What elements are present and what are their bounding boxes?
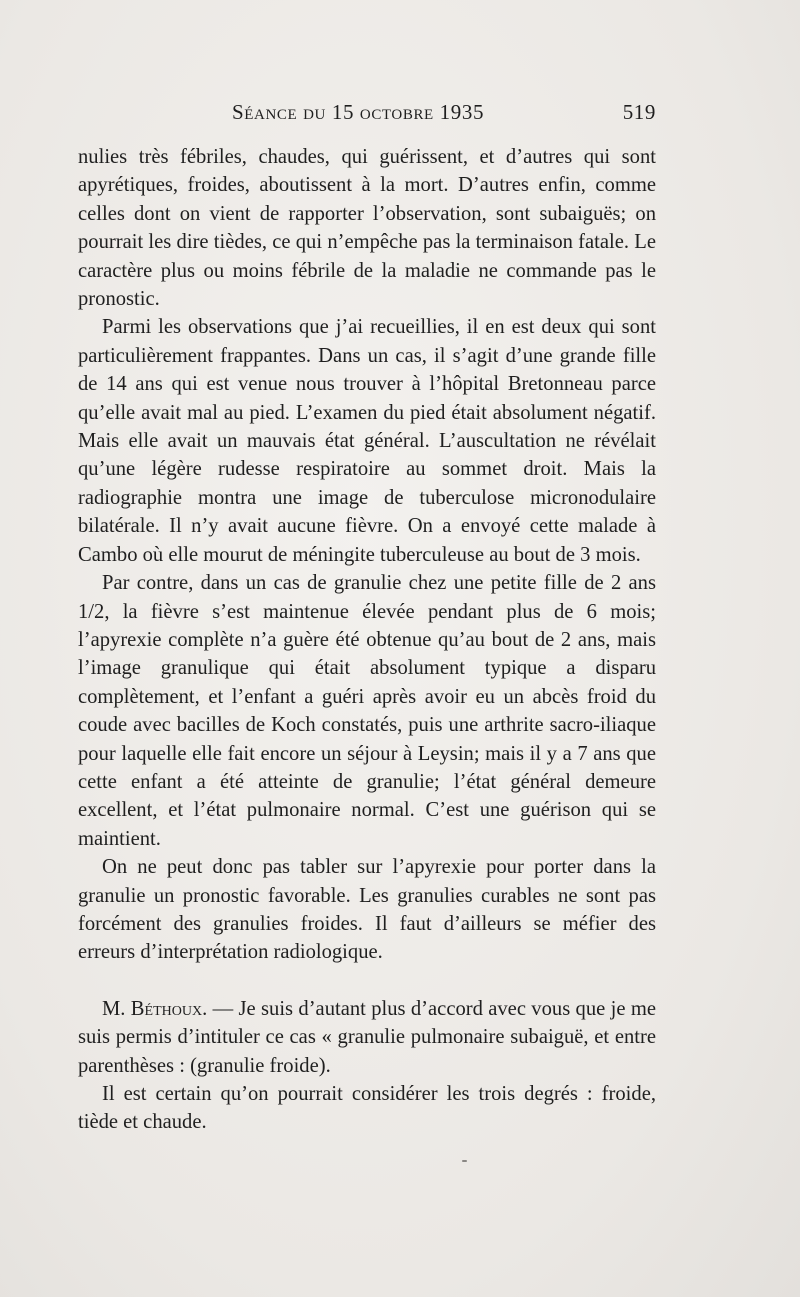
paragraph-continuation: nulies très fébriles, chaudes, qui guérissent, et d’autres qui sont apyrétiques, froides, aboutissent à la mort. D’autres enfin, comme celles dont on vient de rapporter l’observation, sont subaiguës; on pourrait les dire tièdes, ce qui n’empêche pas la terminaison fatale. Le caractère plus ou moins fébrile de la maladie ne commande pas le pronostic.: [78, 146, 656, 311]
ink-speck: [462, 1160, 467, 1162]
page-number: 519: [622, 100, 656, 124]
running-head: Séance du 15 octobre 1935: [232, 100, 485, 124]
page-header: [78, 100, 656, 134]
reply-text: — Je suis d’autant plus d’accord avec vous que je me suis permis d’intituler ce cas « granulie pulmonaire subaiguë, et entre parenthèses : (granulie froide).: [78, 997, 656, 1077]
paragraph-conclusion: On ne peut donc pas tabler sur l’apyrexie pour porter dans la granulie un pronostic favorable. Les granulies curables ne sont pas forcément des granulies froides. Il faut d’ailleurs se méfier des erreurs d’interprétation radiologique.: [78, 856, 656, 964]
reply-paragraph: [78, 995, 656, 1080]
speaker-name: M. Béthoux.: [102, 997, 208, 1020]
paragraph-counter-case: Par contre, dans un cas de granulie chez une petite fille de 2 ans 1/2, la fièvre s’est maintenue élevée pendant plus de 6 mois; l’apyrexie complète n’a guère été obtenue qu’au bout de 2 ans, mais l’image granulique qui était absolument typique a disparu complètement, et l’enfant a guéri après avoir eu un abcès froid du coude avec bacilles de Koch constatés, puis une arthrite sacro-iliaque pour laquelle elle fait encore un séjour à Leysin; mais il y a 7 ans que cette enfant a été atteinte de granulie; l’état général demeure excellent, et l’état pulmonaire normal. C’est une guérison qui se maintient.: [78, 572, 656, 850]
body-text: [78, 143, 656, 1137]
paragraph-observations: Parmi les observations que j’ai recueillies, il en est deux qui sont particulièrement frappantes. Dans un cas, il s’agit d’une grande fille de 14 ans qui est venue nous trouver à l’hôpital Bretonneau parce qu’elle avait mal au pied. L’examen du pied était absolument négatif. Mais elle avait un mauvais état général. L’auscultation ne révélait qu’une légère rudesse respiratoire au sommet droit. Mais la radiographie montra une image de tuberculose micronodulaire bilatérale. Il n’y avait aucune fièvre. On a envoyé cette malade à Cambo où elle mourut de méningite tuberculeuse au bout de 3 mois.: [78, 316, 656, 566]
closing-paragraph: Il est certain qu’on pourrait considérer les trois degrés : froide, tiède et chaude.: [78, 1083, 656, 1134]
